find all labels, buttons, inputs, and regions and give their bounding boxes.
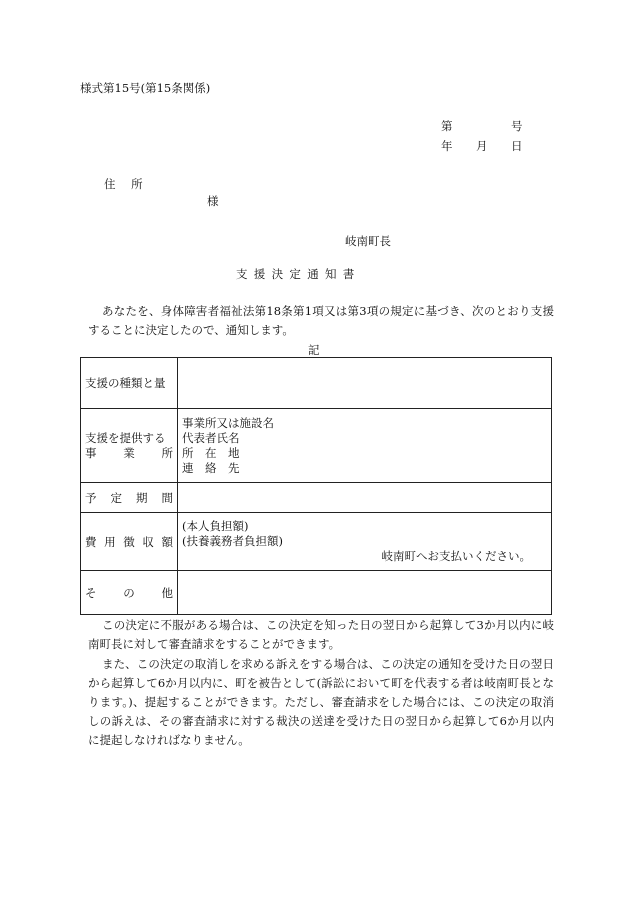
- table-row: [81, 483, 552, 513]
- provider-facility-name: 事業所又は施設名: [182, 415, 274, 430]
- provider-location: 所 在 地: [182, 445, 240, 460]
- intro-paragraph: あなたを、身体障害者福祉法第18条第1項又は第3項の規定に基づき、次のとおり支援することに決定したので、通知します。: [88, 304, 554, 337]
- form-number-label: 様式第15号(第15条関係): [80, 81, 211, 95]
- table-row: [81, 409, 552, 483]
- provider-label-line2: [85, 446, 173, 461]
- period-label-char: 定: [110, 490, 122, 505]
- provider-label-line1: 支援を提供する: [85, 430, 166, 445]
- other-label-char: の: [123, 585, 135, 600]
- fee-details: [178, 513, 552, 571]
- provider-label-char: 業: [123, 445, 135, 460]
- fee-self-burden: (本人負担額): [182, 519, 249, 533]
- other-label-char: そ: [85, 585, 97, 600]
- period-label-char: 予: [85, 490, 97, 505]
- other-label-chars: [85, 585, 173, 601]
- fee-label-char: 収: [142, 534, 154, 549]
- document-number-prefix: 第: [441, 119, 453, 133]
- date-day-label: 日: [511, 139, 523, 153]
- table-row: [81, 571, 552, 615]
- period-label-char: 期: [136, 490, 148, 505]
- table-row: [81, 358, 552, 409]
- fee-label-char: 徴: [123, 534, 135, 549]
- date-year-label: 年: [441, 139, 453, 153]
- table-row: [81, 513, 552, 571]
- sender-name: 岐南町長: [345, 234, 391, 248]
- provider-label-char: 事: [85, 445, 97, 460]
- period-value: [178, 483, 552, 513]
- appeal-notice: この決定に不服がある場合は、この決定を知った日の翌日から起算して3か月以内に岐南町長に対して審査請求をすることができます。: [88, 618, 554, 651]
- other-label-char: 他: [161, 585, 173, 600]
- document-number-suffix: 号: [511, 119, 523, 133]
- address-label: 住 所: [104, 177, 149, 191]
- fee-label-chars: [85, 534, 173, 550]
- provider-label-char: 所: [161, 445, 173, 460]
- support-type-label: [81, 358, 178, 409]
- support-type-value: [178, 358, 552, 409]
- provider-representative: 代表者氏名: [182, 430, 240, 445]
- date-month-label: 月: [476, 139, 488, 153]
- period-label-chars: [85, 490, 173, 506]
- fee-label: [81, 513, 178, 571]
- lawsuit-notice: また、この決定の取消しを求める訴えをする場合は、この決定の通知を受けた日の翌日から起算して6か月以内に、町を被告として(訴訟において町を代表する者は岐南町長となります。)、提起することができます。ただし、審査請求をした場合には、この決定の取消しの訴えは、その審査請求に対する裁決の送達を受けた日の翌日から起算して6か月以内に提起しなければなりません。: [88, 657, 554, 747]
- ki-marker: 記: [308, 343, 320, 357]
- provider-details: [178, 409, 552, 483]
- period-label-char: 間: [161, 490, 173, 505]
- fee-label-char: 用: [104, 534, 116, 549]
- other-label: [81, 571, 178, 615]
- fee-label-char: 額: [161, 534, 173, 549]
- decision-table: [80, 357, 552, 615]
- fee-label-char: 費: [85, 534, 97, 549]
- provider-contact: 連 絡 先: [182, 460, 240, 475]
- fee-payment-note: 岐南町へお支払いください。: [381, 549, 531, 563]
- support-type-label-text: 支援の種類と量: [85, 376, 166, 390]
- fee-guardian-burden: (扶養義務者負担額): [182, 534, 283, 548]
- honorific-sama: 様: [207, 194, 219, 208]
- document-title: 支援決定通知書: [236, 267, 361, 281]
- other-value: [178, 571, 552, 615]
- period-label: [81, 483, 178, 513]
- provider-label: [81, 409, 178, 483]
